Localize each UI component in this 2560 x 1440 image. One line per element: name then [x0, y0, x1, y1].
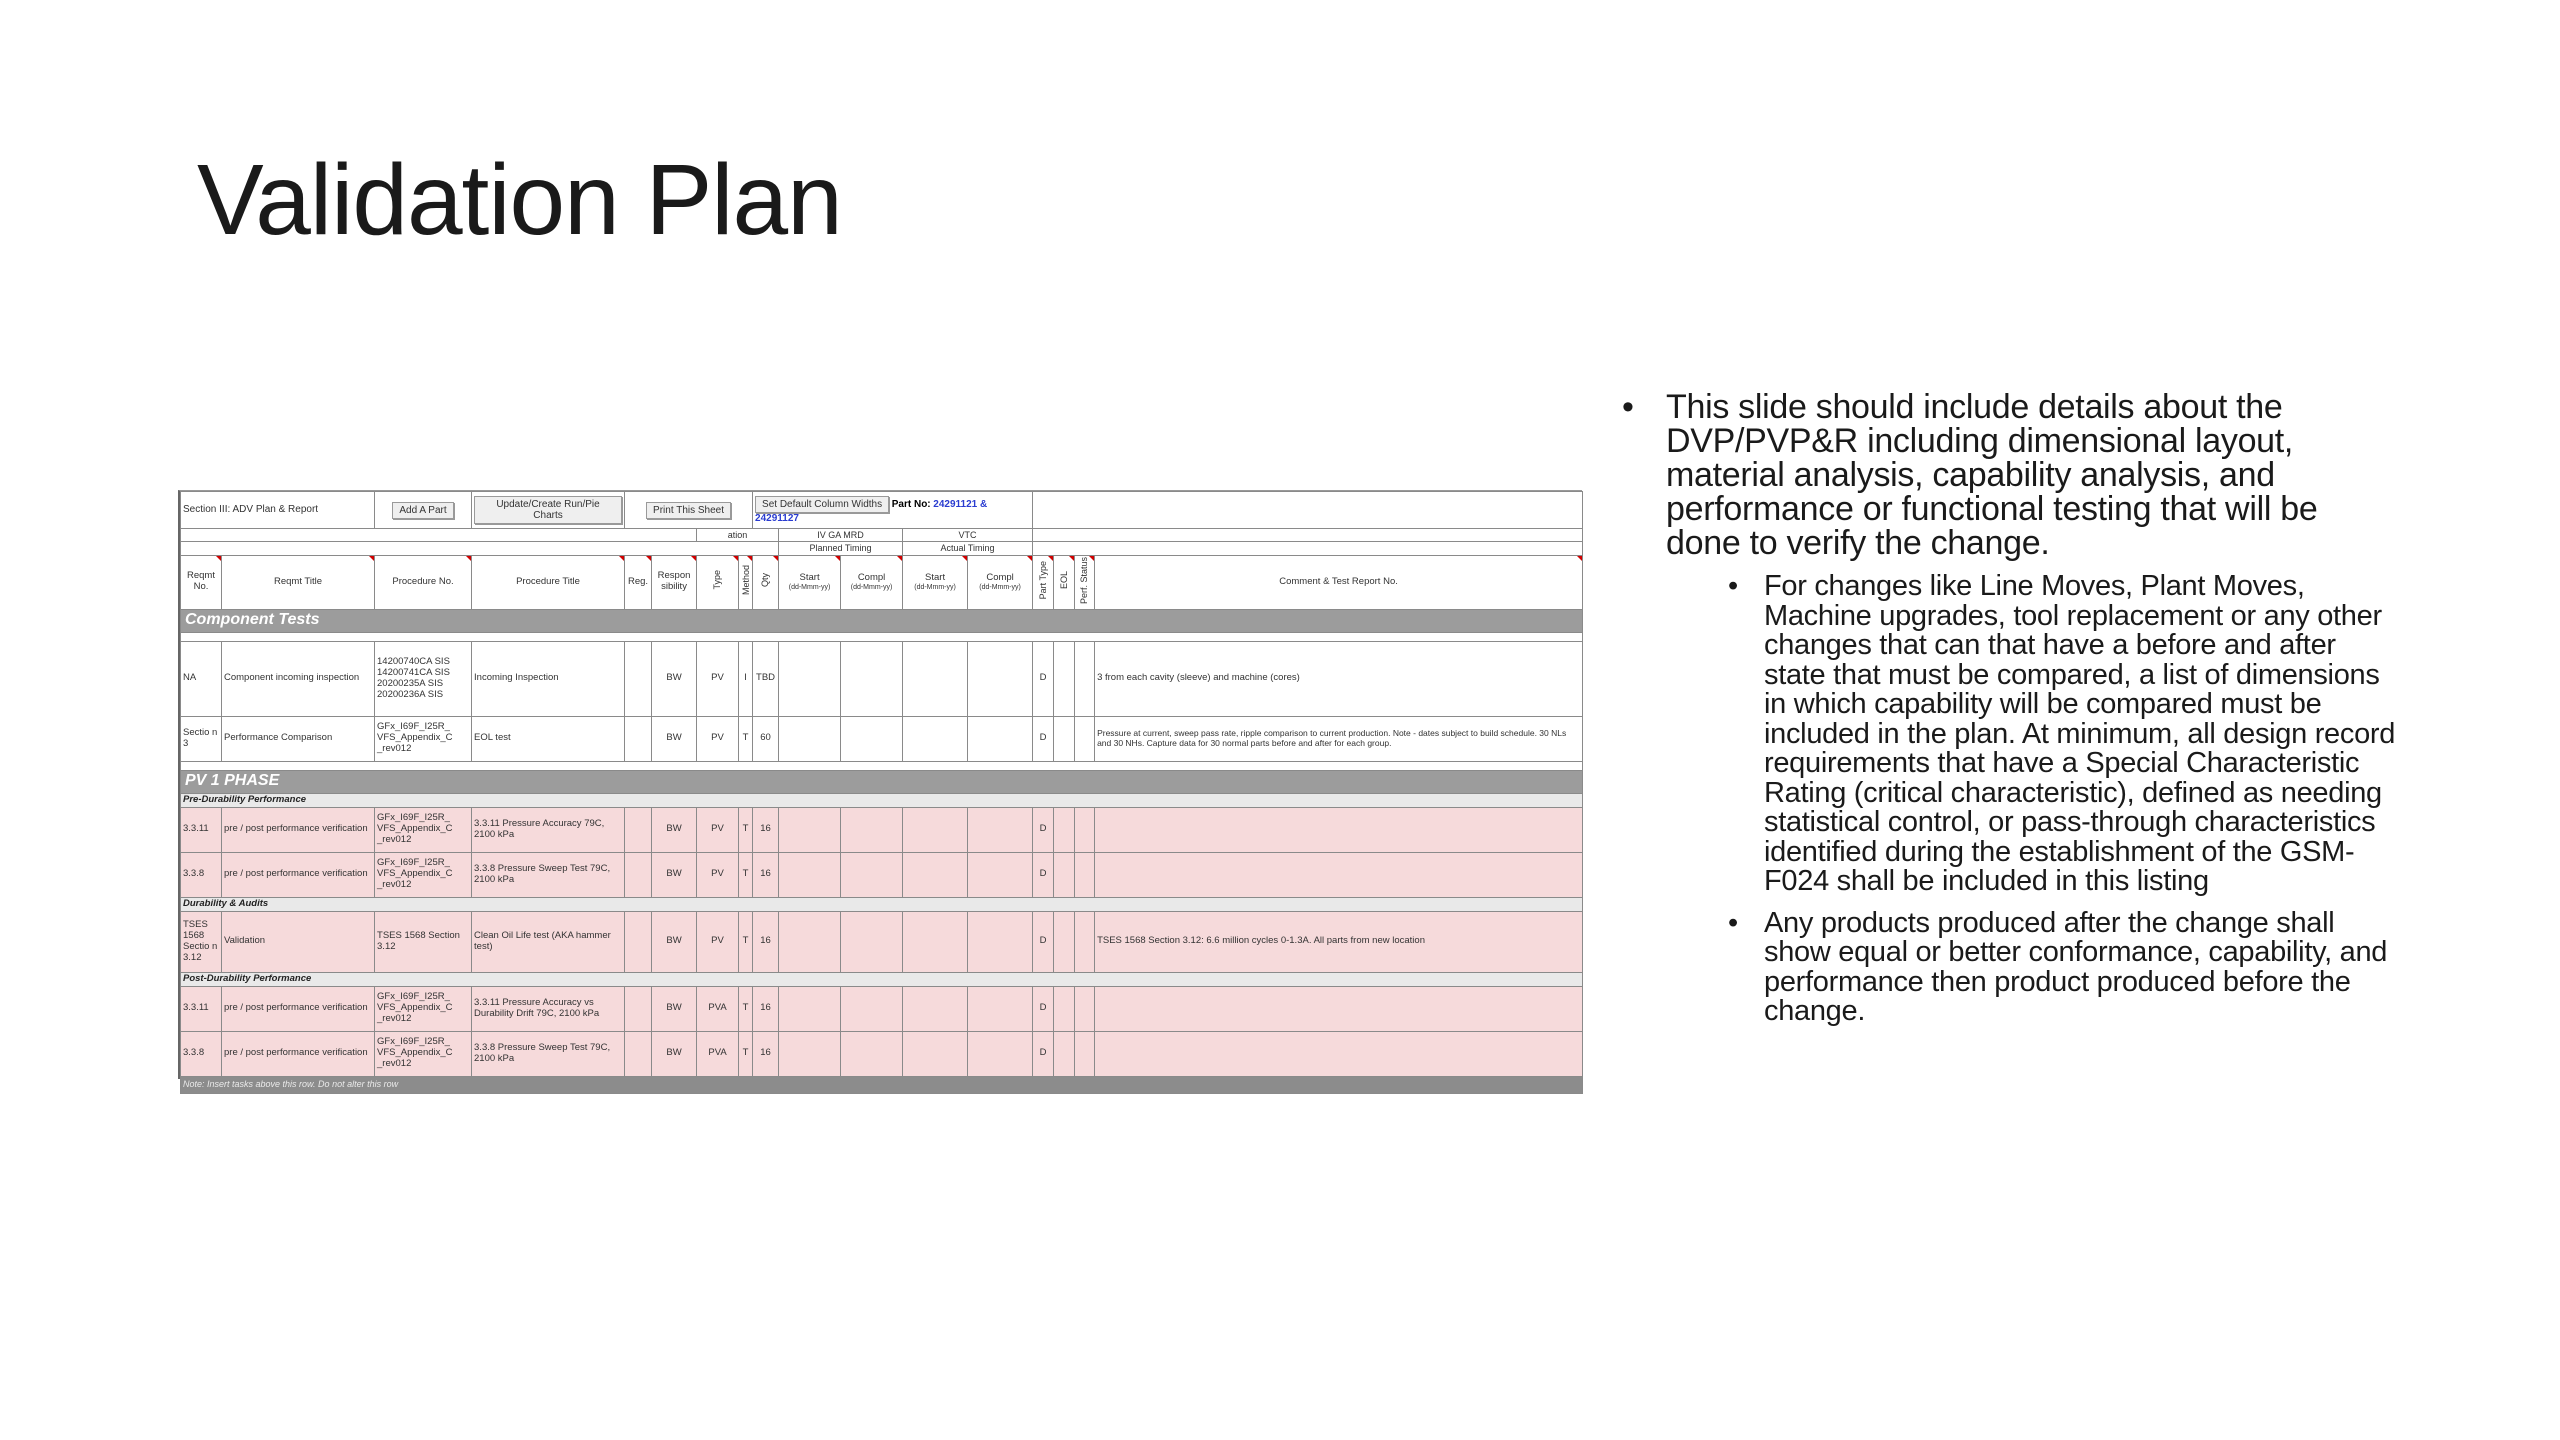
col-compl-planned-label: Compl [857, 571, 886, 583]
col-perf-status-label: Perf. Status [1079, 556, 1090, 604]
cell-perf-status[interactable] [1075, 807, 1095, 852]
cell-type[interactable]: PVA [697, 986, 739, 1031]
cell-method[interactable]: I [739, 641, 753, 716]
cell-perf-status[interactable] [1075, 716, 1095, 761]
slide-title: Validation Plan [197, 144, 842, 256]
cell-comment[interactable]: Pressure at current, sweep pass rate, ripple comparison to current production. Note - dates subject to build schedule. 30 NLs and 30 NHs. Capture data for 30 normal parts before and after for each group. [1095, 716, 1583, 761]
update-charts-button[interactable]: Update/Create Run/Pie Charts [474, 496, 622, 524]
cell-comment[interactable]: 3 from each cavity (sleeve) and machine (cores) [1095, 641, 1583, 716]
cell-part-type[interactable]: D [1033, 641, 1054, 716]
set-widths-button[interactable]: Set Default Column Widths [755, 496, 889, 513]
cell-reqmt-title[interactable]: pre / post performance verification [222, 1031, 375, 1076]
dvp-table [180, 491, 1583, 1094]
cell-responsibility[interactable]: BW [652, 1031, 697, 1076]
col-start-actual [903, 555, 968, 609]
col-start-actual-label: Start [925, 571, 946, 583]
cell-start-actual[interactable] [903, 852, 968, 897]
table-row[interactable] [181, 911, 1583, 972]
table-row[interactable] [181, 1031, 1583, 1076]
cell-compl-actual[interactable] [968, 852, 1033, 897]
cell-part-type[interactable]: D [1033, 716, 1054, 761]
dvp-spreadsheet [178, 490, 1582, 1090]
cell-method[interactable]: T [739, 807, 753, 852]
col-compl-actual [968, 555, 1033, 609]
cell-perf-status[interactable] [1075, 852, 1095, 897]
cell-procedure-no[interactable]: GFx_I69F_I25R_ VFS_Appendix_C _rev012 [375, 986, 472, 1031]
cell-compl-actual[interactable] [968, 911, 1033, 972]
cell-start-actual[interactable] [903, 911, 968, 972]
col-perf-status [1075, 555, 1095, 609]
sub-notes-list [1666, 572, 2396, 1027]
cell-start-actual[interactable] [903, 986, 968, 1031]
cell-reqmt-no[interactable]: 3.3.8 [181, 852, 222, 897]
part-no-cell [753, 492, 1033, 529]
cell-start-actual[interactable] [903, 1031, 968, 1076]
table-row[interactable] [181, 986, 1583, 1031]
cell-reg[interactable] [625, 911, 652, 972]
group-header-row [181, 529, 1583, 542]
cell-reg[interactable] [625, 852, 652, 897]
col-comment: Comment & Test Report No. [1095, 555, 1583, 609]
cell-perf-status[interactable] [1075, 986, 1095, 1031]
band-component-tests-label: Component Tests [181, 609, 1583, 632]
col-reqmt-no: Reqmt No. [181, 555, 222, 609]
cell-start-planned[interactable] [779, 807, 841, 852]
print-sheet-cell [625, 492, 753, 529]
cell-qty[interactable]: 60 [753, 716, 779, 761]
timing-header-row [181, 542, 1583, 555]
notes-list [1616, 390, 2396, 1027]
cell-method[interactable]: T [739, 1031, 753, 1076]
spacer-cell [181, 632, 1583, 641]
cell-method[interactable]: T [739, 716, 753, 761]
cell-responsibility[interactable]: BW [652, 911, 697, 972]
cell-type[interactable]: PV [697, 641, 739, 716]
cell-responsibility[interactable]: BW [652, 641, 697, 716]
cell-compl-actual[interactable] [968, 807, 1033, 852]
cell-method[interactable]: T [739, 986, 753, 1031]
cell-start-actual[interactable] [903, 641, 968, 716]
cell-procedure-title[interactable]: EOL test [472, 716, 625, 761]
cell-procedure-no[interactable]: 14200740CA SIS 14200741CA SIS 20200235A SIS 20200236A SIS [375, 641, 472, 716]
bullet-dot-icon: • [1622, 388, 1634, 426]
cell-reqmt-no[interactable]: 3.3.8 [181, 1031, 222, 1076]
update-charts-cell [472, 492, 625, 529]
cell-reg[interactable] [625, 641, 652, 716]
col-compl-planned-format: (dd-Mmm-yy) [850, 583, 893, 591]
cell-reqmt-no[interactable]: 3.3.11 [181, 807, 222, 852]
cell-qty[interactable]: 16 [753, 807, 779, 852]
group-header-filler [1033, 529, 1583, 542]
part-no-label: Part No: [891, 498, 931, 510]
col-qty [753, 555, 779, 609]
subband-post-durability-label: Post-Durability Performance [181, 972, 1583, 986]
cell-procedure-title[interactable]: 3.3.8 Pressure Sweep Test 79C, 2100 kPa [472, 1031, 625, 1076]
subband-durability [181, 897, 1583, 911]
cell-comment[interactable]: TSES 1568 Section 3.12: 6.6 million cycles 0-1.3A. All parts from new location [1095, 911, 1583, 972]
col-eol-label: EOL [1058, 571, 1069, 590]
section-title: Section III: ADV Plan & Report [181, 492, 375, 529]
spacer-row [181, 761, 1583, 770]
actual-timing-header: Actual Timing [903, 542, 1033, 555]
cell-qty[interactable]: 16 [753, 986, 779, 1031]
cell-reqmt-no[interactable]: Sectio n 3 [181, 716, 222, 761]
cell-method[interactable]: T [739, 911, 753, 972]
cell-eol[interactable] [1054, 1031, 1075, 1076]
cell-part-type[interactable]: D [1033, 911, 1054, 972]
cell-comment[interactable] [1095, 1031, 1583, 1076]
cell-type[interactable]: PVA [697, 1031, 739, 1076]
band-pv1-phase-label: PV 1 PHASE [181, 770, 1583, 793]
col-part-type-label: Part Type [1037, 561, 1048, 600]
note-bullet-1b [1666, 906, 2396, 1027]
timing-header-blank [181, 542, 779, 555]
cell-reg[interactable] [625, 716, 652, 761]
col-qty-label: Qty [760, 573, 771, 588]
cell-compl-planned[interactable] [841, 641, 903, 716]
subband-post-durability [181, 972, 1583, 986]
col-start-planned-format: (dd-Mmm-yy) [788, 583, 831, 591]
cell-comment[interactable] [1095, 852, 1583, 897]
col-compl-planned [841, 555, 903, 609]
cell-procedure-title[interactable]: Clean Oil Life test (AKA hammer test) [472, 911, 625, 972]
cell-perf-status[interactable] [1075, 1031, 1095, 1076]
cell-compl-actual[interactable] [968, 986, 1033, 1031]
add-part-cell [375, 492, 472, 529]
bullet-dot-icon: • [1728, 906, 1738, 939]
table-row[interactable] [181, 852, 1583, 897]
cell-qty[interactable]: 16 [753, 852, 779, 897]
spacer-cell [181, 761, 1583, 770]
note-bullet-1 [1616, 390, 2396, 1027]
cell-procedure-title[interactable]: Incoming Inspection [472, 641, 625, 716]
note-bullet-1a-text: For changes like Line Moves, Plant Moves, Machine upgrades, tool replacement or any other changes that can that have a before and after state that must be compared, a list of dimensions in which capability will be compared must be included in the plan. At minimum, all design record requirements that have a Special Characteristic Rating (critical characteristic), defined as needing statistical control, or pass-through characteristics identified during the establishment of the GSM-F024 shall be included in this listing [1764, 570, 2396, 897]
part-no-value: 24291121 & 24291127 [755, 498, 988, 524]
col-procedure-title: Procedure Title [472, 555, 625, 609]
cell-procedure-no[interactable]: GFx_I69F_I25R_ VFS_Appendix_C _rev012 [375, 807, 472, 852]
cell-compl-actual[interactable] [968, 1031, 1033, 1076]
cell-procedure-no[interactable]: GFx_I69F_I25R_ VFS_Appendix_C _rev012 [375, 1031, 472, 1076]
cell-procedure-title[interactable]: 3.3.11 Pressure Accuracy vs Durability Drift 79C, 2100 kPa [472, 986, 625, 1031]
cell-start-actual[interactable] [903, 807, 968, 852]
cell-reqmt-title[interactable]: Performance Comparison [222, 716, 375, 761]
cell-compl-actual[interactable] [968, 716, 1033, 761]
note-bullet-1a [1666, 572, 2396, 897]
table-row[interactable] [181, 641, 1583, 716]
cell-procedure-no[interactable]: GFx_I69F_I25R_ VFS_Appendix_C _rev012 [375, 716, 472, 761]
location-header: ation [697, 529, 779, 542]
col-reg: Reg. [625, 555, 652, 609]
table-row[interactable] [181, 807, 1583, 852]
col-method-label: Method [741, 565, 752, 596]
cell-method[interactable]: T [739, 852, 753, 897]
cell-qty[interactable]: 16 [753, 911, 779, 972]
cell-reg[interactable] [625, 1031, 652, 1076]
cell-responsibility[interactable]: BW [652, 986, 697, 1031]
cell-procedure-no[interactable]: TSES 1568 Section 3.12 [375, 911, 472, 972]
cell-start-planned[interactable] [779, 716, 841, 761]
cell-responsibility[interactable]: BW [652, 807, 697, 852]
cell-compl-planned[interactable] [841, 1031, 903, 1076]
col-type [697, 555, 739, 609]
cell-responsibility[interactable]: BW [652, 852, 697, 897]
cell-compl-actual[interactable] [968, 641, 1033, 716]
cell-type[interactable]: PV [697, 807, 739, 852]
cell-qty[interactable]: 16 [753, 1031, 779, 1076]
cell-start-planned[interactable] [779, 986, 841, 1031]
cell-eol[interactable] [1054, 986, 1075, 1031]
footer-note-row [181, 1076, 1583, 1093]
planned-timing-header: Planned Timing [779, 542, 903, 555]
col-start-planned-label: Start [799, 571, 820, 583]
column-header-row [181, 555, 1583, 609]
cell-reqmt-title[interactable]: pre / post performance verification [222, 986, 375, 1031]
note-bullet-1-text: This slide should include details about the DVP/PVP&R including dimensional layout, material analysis, capability analysis, and performance or functional testing that will be done to verify the change. [1666, 388, 2318, 562]
group-left-header: IV GA MRD [779, 529, 903, 542]
spacer-row [181, 632, 1583, 641]
band-component-tests [181, 609, 1583, 632]
cell-perf-status[interactable] [1075, 911, 1095, 972]
cell-reqmt-title[interactable]: Component incoming inspection [222, 641, 375, 716]
cell-eol[interactable] [1054, 911, 1075, 972]
cell-reqmt-no[interactable]: TSES 1568 Sectio n 3.12 [181, 911, 222, 972]
cell-eol[interactable] [1054, 716, 1075, 761]
cell-compl-planned[interactable] [841, 716, 903, 761]
col-responsibility: Respon sibility [652, 555, 697, 609]
cell-compl-planned[interactable] [841, 911, 903, 972]
cell-start-planned[interactable] [779, 911, 841, 972]
note-bullet-1b-text: Any products produced after the change shall show equal or better conformance, capability, and performance then product produced before the change. [1764, 906, 2388, 1027]
cell-procedure-title[interactable]: 3.3.8 Pressure Sweep Test 79C, 2100 kPa [472, 852, 625, 897]
cell-part-type[interactable]: D [1033, 852, 1054, 897]
timing-header-filler [1033, 542, 1583, 555]
cell-perf-status[interactable] [1075, 641, 1095, 716]
cell-reg[interactable] [625, 807, 652, 852]
toolbar-filler [1033, 492, 1583, 529]
col-eol [1054, 555, 1075, 609]
col-part-type [1033, 555, 1054, 609]
cell-type[interactable]: PV [697, 716, 739, 761]
col-reqmt-title: Reqmt Title [222, 555, 375, 609]
col-procedure-no: Procedure No. [375, 555, 472, 609]
toolbar-row [181, 492, 1583, 529]
cell-qty[interactable]: TBD [753, 641, 779, 716]
cell-reqmt-title[interactable]: pre / post performance verification [222, 807, 375, 852]
cell-part-type[interactable]: D [1033, 807, 1054, 852]
cell-compl-planned[interactable] [841, 986, 903, 1031]
cell-eol[interactable] [1054, 807, 1075, 852]
bullet-dot-icon: • [1728, 570, 1738, 602]
col-type-label: Type [712, 570, 723, 590]
subband-pre-durability-label: Pre-Durability Performance [181, 793, 1583, 807]
cell-responsibility[interactable]: BW [652, 716, 697, 761]
cell-comment[interactable] [1095, 986, 1583, 1031]
col-start-planned [779, 555, 841, 609]
cell-type[interactable]: PV [697, 852, 739, 897]
band-pv1-phase [181, 770, 1583, 793]
cell-start-planned[interactable] [779, 641, 841, 716]
group-header-blank [181, 529, 697, 542]
footer-note: Note: Insert tasks above this row. Do not alter this row [181, 1076, 1583, 1093]
cell-procedure-no[interactable]: GFx_I69F_I25R_ VFS_Appendix_C _rev012 [375, 852, 472, 897]
cell-reqmt-title[interactable]: Validation [222, 911, 375, 972]
add-part-button[interactable]: Add A Part [392, 502, 453, 519]
col-compl-actual-label: Compl [986, 571, 1014, 583]
table-row[interactable] [181, 716, 1583, 761]
cell-compl-planned[interactable] [841, 852, 903, 897]
cell-start-planned[interactable] [779, 852, 841, 897]
cell-compl-planned[interactable] [841, 807, 903, 852]
cell-reqmt-title[interactable]: pre / post performance verification [222, 852, 375, 897]
group-right-header: VTC [903, 529, 1033, 542]
cell-eol[interactable] [1054, 852, 1075, 897]
cell-part-type[interactable]: D [1033, 1031, 1054, 1076]
cell-procedure-title[interactable]: 3.3.11 Pressure Accuracy 79C, 2100 kPa [472, 807, 625, 852]
cell-comment[interactable] [1095, 807, 1583, 852]
cell-start-planned[interactable] [779, 1031, 841, 1076]
notes-panel [1616, 390, 2396, 1045]
cell-type[interactable]: PV [697, 911, 739, 972]
print-sheet-button[interactable]: Print This Sheet [646, 502, 731, 519]
col-compl-actual-format: (dd-Mmm-yy) [979, 583, 1021, 591]
cell-reqmt-no[interactable]: 3.3.11 [181, 986, 222, 1031]
col-method [739, 555, 753, 609]
cell-reqmt-no[interactable]: NA [181, 641, 222, 716]
col-start-actual-format: (dd-Mmm-yy) [914, 583, 956, 591]
cell-reg[interactable] [625, 986, 652, 1031]
cell-eol[interactable] [1054, 641, 1075, 716]
subband-durability-label: Durability & Audits [181, 897, 1583, 911]
cell-start-actual[interactable] [903, 716, 968, 761]
cell-part-type[interactable]: D [1033, 986, 1054, 1031]
subband-pre-durability [181, 793, 1583, 807]
